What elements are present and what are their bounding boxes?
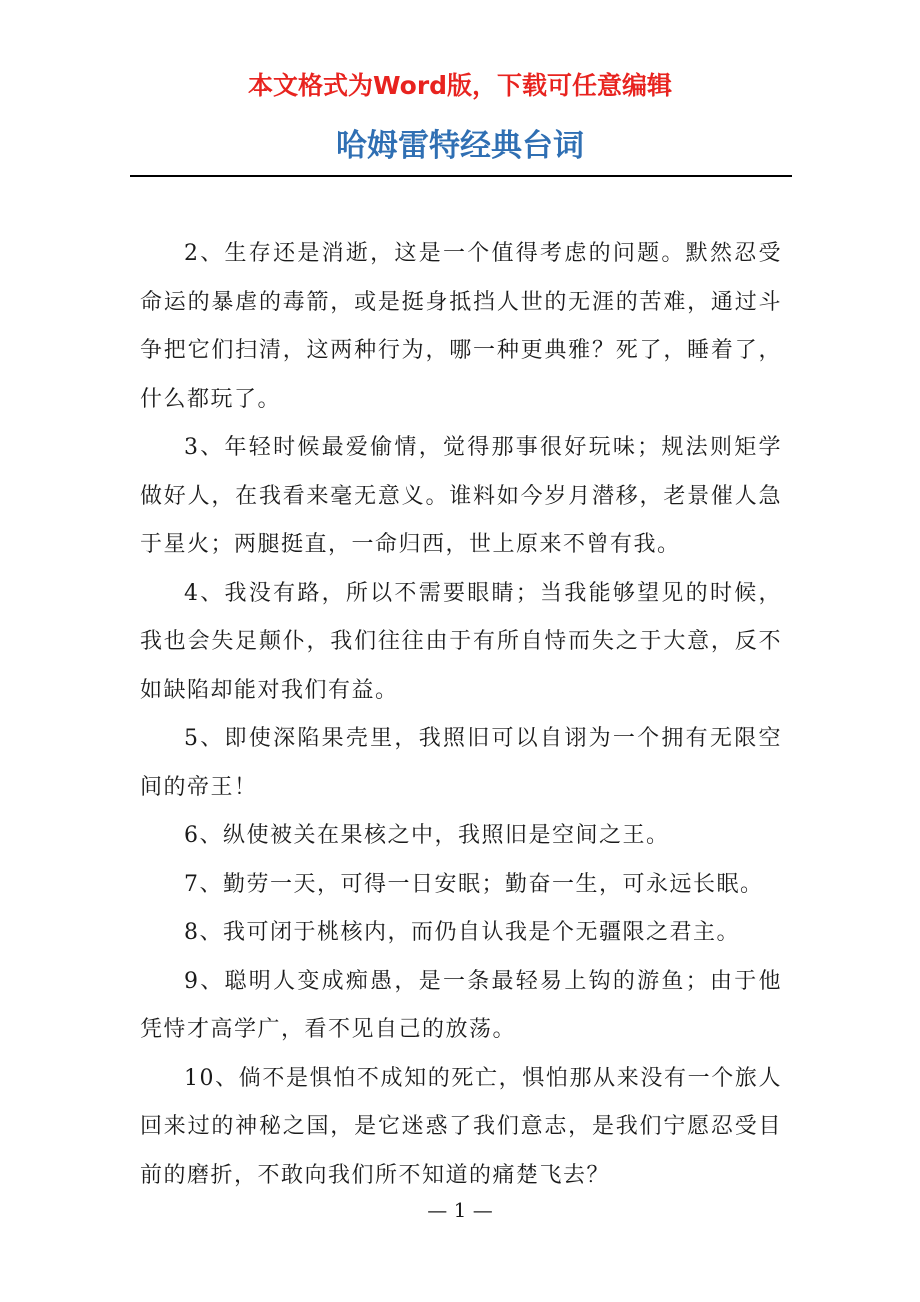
quote-paragraph: 2、生存还是消逝，这是一个值得考虑的问题。默然忍受命运的暴虐的毒箭，或是挺身抵挡人世的无涯的苦难，通过斗争把它们扫清，这两种行为，哪一种更典雅？死了，睡着了，什么都玩了。 [140,241,782,412]
quote-paragraph: 6、纵使被关在果核之中，我照旧是空间之王。 [184,823,670,848]
quote-paragraph: 9、聪明人变成痴愚，是一条最轻易上钩的游鱼；由于他凭恃才高学广，看不见自己的放荡。 [140,968,782,1042]
quote-paragraph: 7、勤劳一天，可得一日安眠；勤奋一生，可永远长眠。 [184,871,764,897]
page-number: — 1 — [427,1198,493,1222]
quote-paragraph: 10、倘不是惧怕不成知的死亡，惧怕那从来没有一个旅人回来过的神秘之国，是它迷惑了我们意志，是我们宁愿忍受目前的磨折，不敢向我们所不知道的痛楚飞去？ [140,1065,782,1188]
quote-paragraph: 8、我可闭于桃核内，而仍自认我是个无疆限之君主。 [184,920,740,945]
title-divider [130,175,792,177]
quote-list [140,230,782,1200]
format-notice: 本文格式为Word版，下载可任意编辑 [247,71,673,100]
quote-paragraph: 5、即使深陷果壳里，我照旧可以自诩为一个拥有无限空间的帝王！ [140,726,782,800]
page-title: 哈姆雷特经典台词 [336,128,584,164]
quote-paragraph: 3、年轻时候最爱偷情，觉得那事很好玩味；规法则矩学做好人，在我看来毫无意义。谁料如今岁月潜移，老景催人急于星火；两腿挺直，一命归西，世上原来不曾有我。 [140,435,782,557]
quote-paragraph: 4、我没有路，所以不需要眼睛；当我能够望见的时候，我也会失足颠仆，我们往往由于有所自恃而失之于大意，反不如缺陷却能对我们有益。 [140,580,782,703]
